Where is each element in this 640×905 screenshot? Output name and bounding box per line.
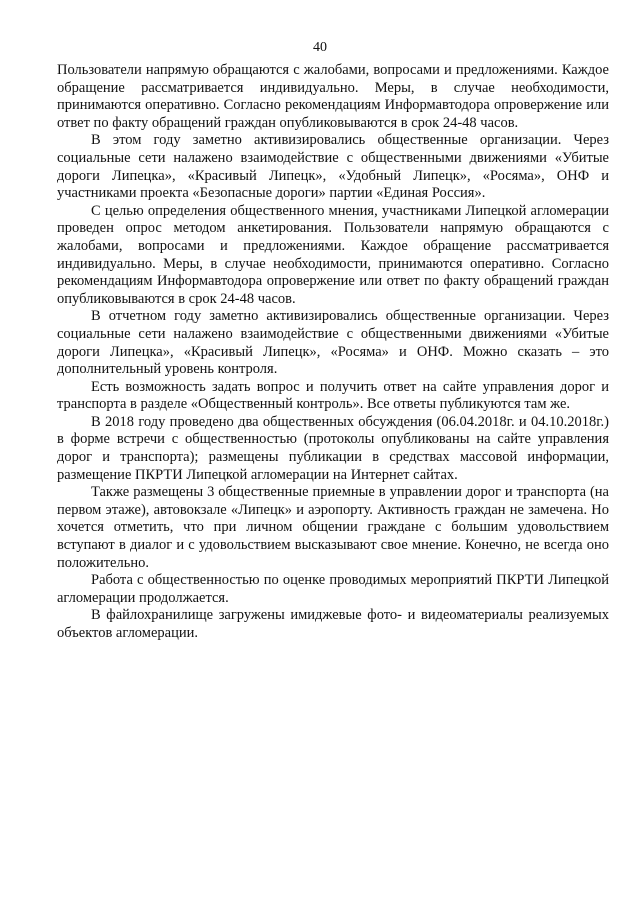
paragraph-4: В отчетном году заметно активизировались общественные организации. Через социальные сети налажено взаимодействие с общественными движениями «Убитые дороги Липецка», «Красивый Липецк», «Росяма» и ОНФ. Можно сказать – это дополнительный уровень контроля. <box>57 308 609 378</box>
paragraph-5: Есть возможность задать вопрос и получить ответ на сайте управления дорог и транспорта в разделе «Общественный контроль». Все ответы публикуются там же. <box>57 378 609 413</box>
paragraph-9: В файлохранилище загружены имиджевые фото- и видеоматериалы реализуемых объектов агломерации. <box>57 607 609 641</box>
body-text <box>57 62 609 643</box>
page-number: 40 <box>313 40 327 55</box>
paragraph-3: С целью определения общественного мнения, участниками Липецкой агломерации проведен опрос методом анкетирования. Пользователи напрямую обращаются с жалобами, вопросами и предложениями. Каждое обращение рассматривается индивидуально. Меры, в случае необходимости, принимаются оперативно. Согласно рекомендациям Информавтодора опровержение или ответ по факту обращений граждан опубликовываются в срок 24-48 часов. <box>57 202 609 307</box>
paragraph-6: В 2018 году проведено два общественных обсуждения (06.04.2018г. и 04.10.2018г.) в форме встречи с общественностью (протоколы опубликованы на сайте управления дорог и транспорта); размещены публикации в средствах массовой информации, размещение ПКРТИ Липецкой агломерации на Интернет сайтах. <box>57 413 609 483</box>
paragraph-8: Работа с общественностью по оценке проводимых мероприятий ПКРТИ Липецкой агломерации продолжается. <box>57 572 609 606</box>
paragraph-7: Также размещены 3 общественные приемные в управлении дорог и транспорта (на первом этаже), автовокзале «Липецк» и аэропорту. Активность граждан не замечена. Но хочется отметить, что при личном общении граждане с большим удовольствием вступают в диалог и с удовольствием высказывают свое мнение. Конечно, не всегда оно положительно. <box>57 484 609 571</box>
paragraph-1: Пользователи напрямую обращаются с жалобами, вопросами и предложениями. Каждое обращение рассматривается индивидуально. Меры, в случае необходимости, принимаются оперативно. Согласно рекомендациям Информавтодора опровержение или ответ по факту обращений граждан опубликовываются в срок 24-48 часов. <box>57 62 609 131</box>
paragraph-2: В этом году заметно активизировались общественные организации. Через социальные сети налажено взаимодействие с общественными движениями «Убитые дороги Липецка», «Красивый Липецк», «Удобный Липецк», «Росяма», ОНФ и участниками проекта «Безопасные дороги» партии «Единая Россия». <box>57 132 609 202</box>
